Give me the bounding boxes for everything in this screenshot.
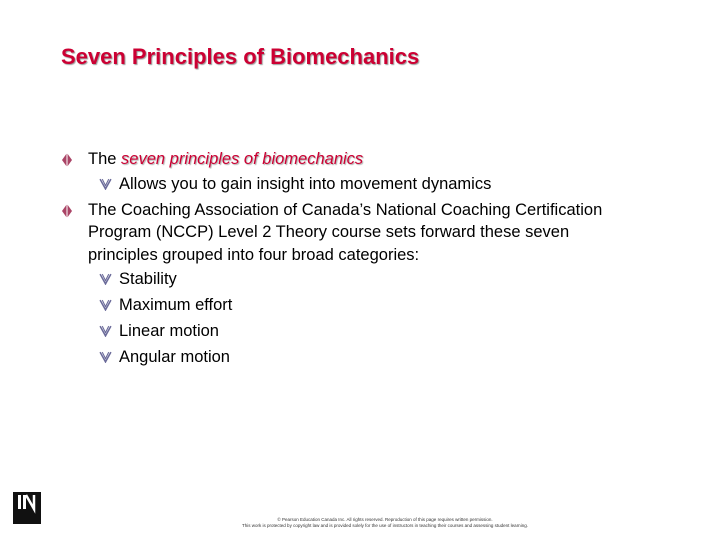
bullet-text: The Coaching Association of Canada’s National Coaching Certification Program (NCCP) Level 2 Theory course sets forward these seven principles grouped into four broad categories: <box>88 200 603 264</box>
bullet-text: The <box>88 150 122 168</box>
checkmark-bullet-icon <box>99 350 112 363</box>
checkmark-bullet-icon <box>99 177 112 190</box>
checkmark-bullet-icon <box>99 324 112 337</box>
copyright-line: This work is protected by copyright law and is provided solely for the use of instructors in teaching their courses and assessing student learning. <box>242 523 528 528</box>
sub-bullet-text: Angular motion <box>119 348 230 366</box>
publisher-logo <box>13 492 41 524</box>
checkmark-bullet-icon <box>99 272 112 285</box>
bullet-item <box>0 199 628 267</box>
sub-bullet-text: Maximum effort <box>119 296 233 314</box>
sub-bullet-item <box>0 292 720 318</box>
checkmark-bullet-icon <box>99 298 112 311</box>
diamond-bullet-icon <box>59 203 75 219</box>
sub-bullet-item <box>0 171 720 197</box>
copyright-footer <box>120 517 650 529</box>
sub-bullet-text: Linear motion <box>119 322 219 340</box>
sub-bullet-text: Stability <box>119 270 177 288</box>
sub-bullet-item <box>0 344 720 370</box>
diamond-bullet-icon <box>59 152 75 168</box>
slide-title: Seven Principles of Biomechanics <box>61 44 420 69</box>
bullet-list <box>0 148 720 370</box>
sub-bullet-item <box>0 266 720 292</box>
sub-bullet-text: Allows you to gain insight into movement dynamics <box>119 174 492 193</box>
bullet-item <box>0 148 628 171</box>
emphasized-text: seven principles of biomechanics <box>121 150 364 168</box>
sub-bullet-item <box>0 318 720 344</box>
copyright-line: © Pearson Education Canada Inc. All rights reserved. Reproduction of this page requires written permission. <box>277 517 493 522</box>
